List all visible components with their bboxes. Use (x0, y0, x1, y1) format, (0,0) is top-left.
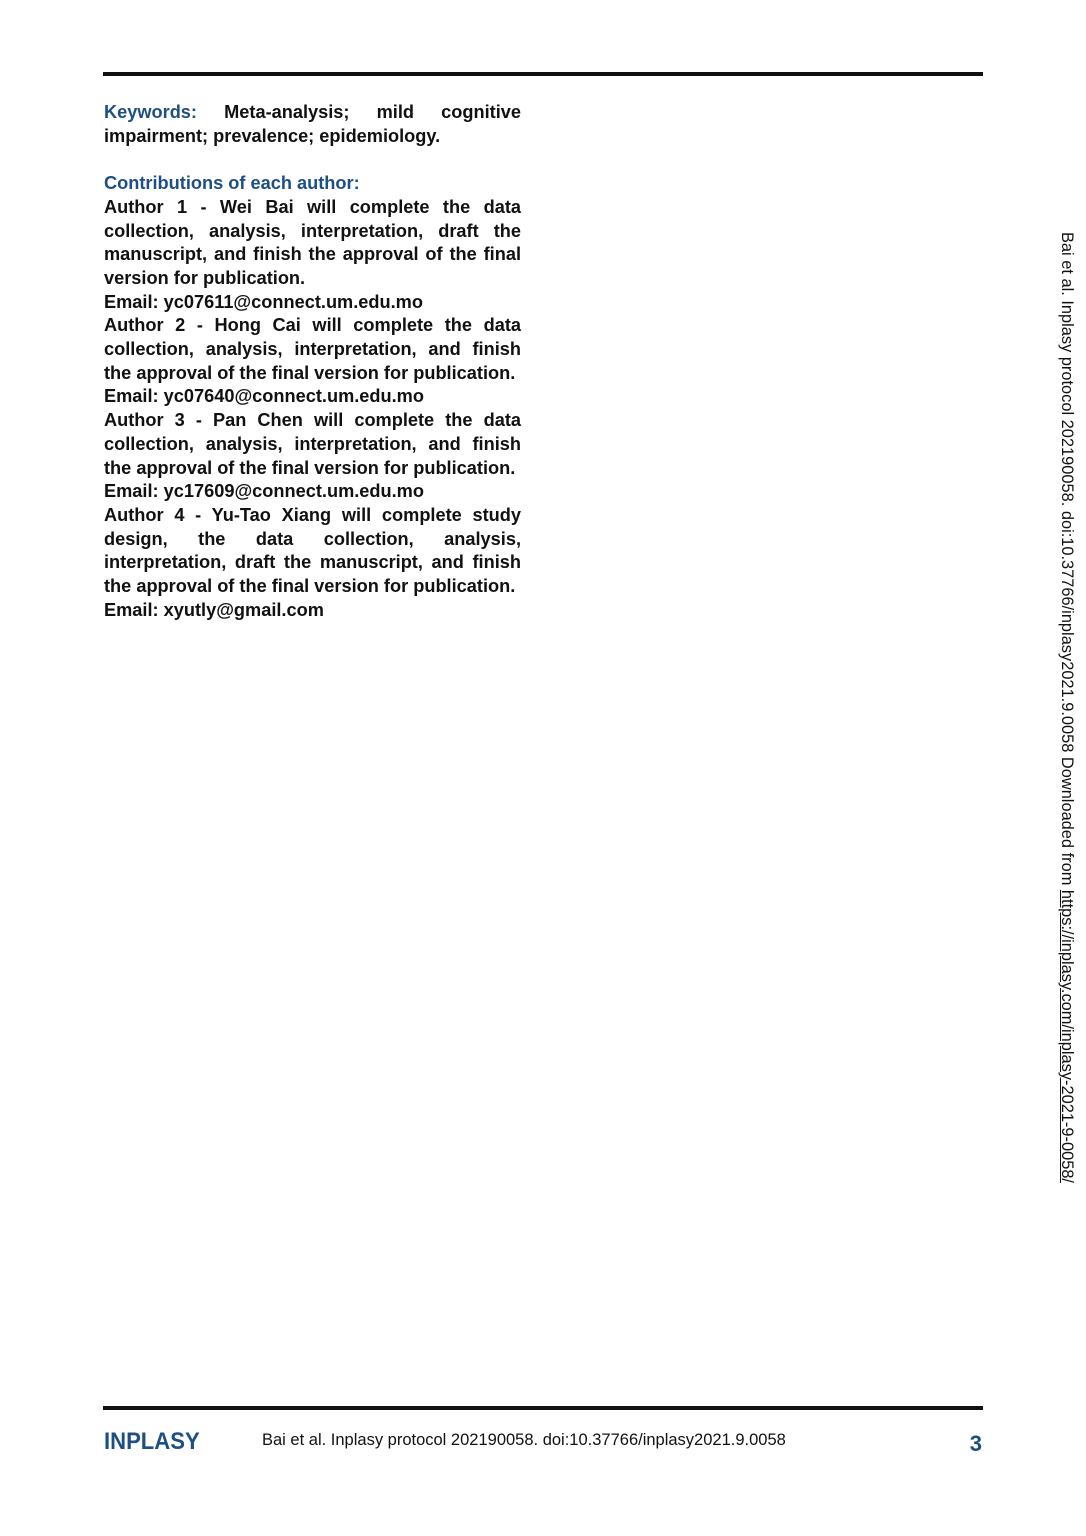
side-note-text: Bai et al. Inplasy protocol 202190058. doi:10.37766/inplasy2021.9.0058 Downloaded from (1058, 232, 1076, 890)
author-1-statement: Author 1 - Wei Bai will complete the data collection, analysis, interpretation, draft the manuscript, and finish the approval of the final version for publication. (104, 196, 521, 288)
keywords-paragraph (104, 101, 521, 148)
keywords-label: Keywords: (104, 102, 197, 122)
side-note-link[interactable]: https://inplasy.com/inplasy-2021-9-0058/ (1058, 889, 1076, 1183)
keywords-text: Meta-analysis; mild cognitive impairment; prevalence; epidemiology. (104, 102, 521, 146)
top-rule (103, 72, 983, 76)
author-1-email: Email: yc07611@connect.um.edu.mo (104, 291, 423, 312)
spacer (104, 148, 521, 172)
author-2-statement: Author 2 - Hong Cai will complete the data collection, analysis, interpretation, and finish the approval of the final version for publication. (104, 315, 521, 383)
bottom-rule (103, 1406, 983, 1410)
author-3-email: Email: yc17609@connect.um.edu.mo (104, 481, 424, 502)
author-4-statement: Author 4 - Yu-Tao Xiang will complete study design, the data collection, analysis, interpretation, draft the manuscript, and finish the approval of the final version for publication. (104, 504, 521, 597)
main-column (104, 101, 521, 622)
author-4-email: Email: xyutly@gmail.com (104, 599, 324, 620)
page-number: 3 (969, 1431, 982, 1456)
author-2-email: Email: yc07640@connect.um.edu.mo (104, 386, 424, 407)
side-download-note (1056, 232, 1078, 1312)
footer-citation: Bai et al. Inplasy protocol 202190058. doi:10.37766/inplasy2021.9.0058 (262, 1431, 786, 1449)
contributions-heading: Contributions of each author: (104, 173, 360, 194)
footer-brand-logo: INPLASY (104, 1428, 200, 1455)
author-3-statement: Author 3 - Pan Chen will complete the data collection, analysis, interpretation, and finish the approval of the final version for publication. (104, 410, 521, 478)
